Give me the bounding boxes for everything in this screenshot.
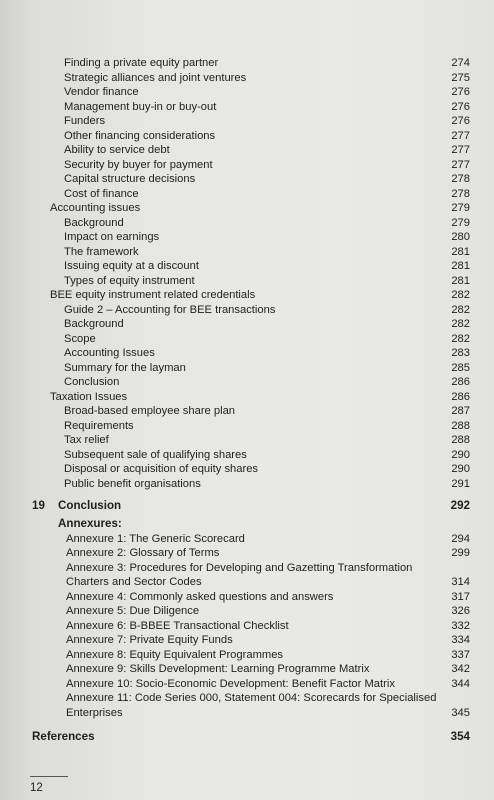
toc-entry-page: 276: [451, 115, 470, 127]
toc-entry: [0, 619, 494, 634]
toc-entry-page: 281: [451, 245, 470, 258]
toc-entry-title: Annexure 4: Commonly asked questions and answers: [66, 590, 334, 603]
toc-entry-title: Annexure 1: The Generic Scorecard: [66, 532, 245, 545]
toc-entry: [0, 201, 494, 216]
toc-entry-title: Scope: [64, 332, 96, 345]
toc-entry: [0, 561, 494, 590]
toc-entry-page: 288: [451, 419, 470, 432]
toc-entry-title: Finding a private equity partner: [64, 57, 219, 69]
toc-entry: [0, 604, 494, 619]
toc-entry: [0, 691, 494, 720]
toc-entry-page: 285: [451, 361, 470, 374]
toc-entry: [0, 346, 494, 361]
toc-entry-title: Management buy-in or buy-out: [64, 100, 217, 113]
toc-entry: [0, 288, 494, 303]
toc-entry-title: Taxation Issues: [50, 390, 128, 403]
references-page: 354: [450, 730, 470, 743]
toc-entry: [0, 648, 494, 663]
chapter-number: 19: [32, 499, 45, 512]
toc-entry-page: 278: [451, 173, 470, 185]
toc-entry-page: 276: [451, 86, 470, 98]
toc-entry-title: Annexure 5: Due Diligence: [66, 605, 200, 617]
toc-entry-page: 332: [451, 619, 470, 632]
toc-entry-page: 280: [451, 231, 470, 243]
toc-entry-page: 314: [451, 576, 470, 588]
toc-entry: [0, 375, 494, 390]
toc-entry-title: Requirements: [64, 419, 134, 432]
toc-entry-page: 278: [451, 187, 470, 200]
toc-entry: [0, 100, 494, 115]
toc-entry-page: 281: [451, 260, 470, 272]
toc-entry-title: Accounting issues: [50, 202, 141, 214]
toc-entry-page: 288: [451, 434, 470, 446]
toc-entry-page: 282: [451, 332, 470, 345]
toc-entry-title: Issuing equity at a discount: [64, 260, 199, 272]
toc-entry: [0, 114, 494, 129]
toc-entry-page: 345: [451, 706, 470, 719]
footer-rule: [30, 776, 68, 777]
toc-entry-title: Public benefit organisations: [64, 477, 201, 490]
toc-entry-title: Types of equity instrument: [64, 274, 195, 287]
toc-entry: [0, 129, 494, 144]
toc-entry: [0, 230, 494, 245]
toc-entry-page: 283: [451, 347, 470, 359]
toc-entry-page: 342: [451, 663, 470, 675]
toc-entry: [0, 633, 494, 648]
toc-entry: [0, 433, 494, 448]
toc-entry-page: 290: [451, 448, 470, 461]
toc-entry-title: Conclusion: [64, 376, 120, 388]
annexures-heading-text: Annexures:: [58, 517, 122, 530]
toc-entry-title: Annexure 6: B-BBEE Transactional Checklist: [66, 619, 289, 632]
toc-entry-page: 344: [451, 677, 470, 690]
toc-entry-page: 279: [451, 216, 470, 229]
toc-entry-title: Other financing considerations: [64, 129, 216, 142]
toc-entry: [0, 56, 494, 71]
toc-entry: [0, 172, 494, 187]
toc-entry: [0, 677, 494, 692]
toc-entry-page: 317: [451, 590, 470, 603]
toc-entry: [0, 274, 494, 289]
toc-entry-title: Funders: [64, 115, 106, 127]
annexures-heading: [0, 517, 494, 532]
toc-entry-page: 337: [451, 648, 470, 661]
toc-entry: [0, 303, 494, 318]
toc-entry: [0, 477, 494, 492]
toc-entry-title: Annexure 11: Code Series 000, Statement 004: Scorecards for Specialised Enterprises: [66, 692, 437, 719]
toc-entry-title: Annexure 10: Socio-Economic Development: Benefit Factor Matrix: [66, 677, 395, 690]
toc-entry-title: Vendor finance: [64, 86, 139, 98]
toc-entry-title: Annexure 2: Glossary of Terms: [66, 547, 220, 559]
toc-entry: [0, 245, 494, 260]
toc-entry-title: Background: [64, 318, 124, 330]
toc-entry: [0, 390, 494, 405]
toc-entry: [0, 662, 494, 677]
toc-entry: [0, 419, 494, 434]
annexure-list: [0, 532, 494, 721]
chapter-heading: [0, 495, 494, 517]
toc-entry: [0, 462, 494, 477]
toc-entry-page: 277: [451, 158, 470, 171]
footer-page-number: 12: [30, 782, 43, 794]
references-title: References: [32, 730, 95, 743]
toc-entry-page: 290: [451, 463, 470, 475]
toc-entry-page: 279: [451, 202, 470, 214]
toc-entry: [0, 85, 494, 100]
toc-entry-title: Guide 2 – Accounting for BEE transactions: [64, 303, 276, 316]
toc-entry: [0, 590, 494, 605]
toc-entry: [0, 317, 494, 332]
toc-entry-title: Annexure 7: Private Equity Funds: [66, 634, 233, 646]
toc-entry-page: 294: [451, 532, 470, 545]
references-heading: [0, 724, 494, 750]
toc-entry-page: 277: [451, 129, 470, 142]
toc-entry-title: Background: [64, 216, 124, 229]
chapter-title: Conclusion: [58, 499, 122, 512]
toc-entry-title: Annexure 9: Skills Development: Learning Programme Matrix: [66, 663, 370, 675]
toc-entry-page: 334: [451, 634, 470, 646]
toc-entry-title: The framework: [64, 245, 139, 258]
toc-entry-page: 299: [451, 547, 470, 559]
toc-entry-title: Ability to service debt: [64, 144, 170, 156]
toc-entry-page: 276: [451, 100, 470, 113]
toc-entry: [0, 259, 494, 274]
toc-entry: [0, 158, 494, 173]
toc-entry-page: 326: [451, 605, 470, 617]
toc-entry-page: 286: [451, 376, 470, 388]
toc-entry-page: 282: [451, 318, 470, 330]
toc-entry-title: Annexure 3: Procedures for Developing and Gazetting Transformation Charters and Sector Codes: [66, 561, 413, 588]
toc-entry-title: Annexure 8: Equity Equivalent Programmes: [66, 648, 284, 661]
toc-entry: [0, 71, 494, 86]
toc-entry: [0, 143, 494, 158]
toc-entry-title: Tax relief: [64, 434, 109, 446]
toc-entry: [0, 216, 494, 231]
toc-entry-title: Disposal or acquisition of equity shares: [64, 463, 259, 475]
toc-entry-title: BEE equity instrument related credentials: [50, 289, 256, 301]
toc-entries: [0, 56, 494, 491]
toc-entry-page: 275: [451, 71, 470, 84]
toc-entry-page: 286: [451, 390, 470, 403]
toc-entry-title: Broad-based employee share plan: [64, 405, 236, 417]
toc-entry-title: Security by buyer for payment: [64, 158, 213, 171]
toc-entry: [0, 546, 494, 561]
toc-entry-title: Accounting Issues: [64, 347, 155, 359]
toc-entry-title: Capital structure decisions: [64, 173, 196, 185]
toc-entry-page: 282: [451, 303, 470, 316]
toc-entry-title: Impact on earnings: [64, 231, 160, 243]
toc-entry-page: 291: [451, 477, 470, 490]
toc-entry-title: Subsequent sale of qualifying shares: [64, 448, 247, 461]
toc-entry: [0, 448, 494, 463]
toc-entry: [0, 187, 494, 202]
toc-entry: [0, 532, 494, 547]
toc-entry-title: Strategic alliances and joint ventures: [64, 71, 247, 84]
toc-entry-page: 277: [451, 144, 470, 156]
toc-entry-page: 282: [451, 289, 470, 301]
table-of-contents: [0, 56, 494, 750]
toc-entry-page: 287: [451, 405, 470, 417]
toc-entry: [0, 332, 494, 347]
toc-entry-page: 281: [451, 274, 470, 287]
toc-entry-title: Cost of finance: [64, 187, 139, 200]
chapter-page: 292: [450, 499, 470, 512]
toc-entry-title: Summary for the layman: [64, 361, 186, 374]
toc-entry: [0, 404, 494, 419]
toc-entry: [0, 361, 494, 376]
toc-entry-page: 274: [451, 57, 470, 69]
